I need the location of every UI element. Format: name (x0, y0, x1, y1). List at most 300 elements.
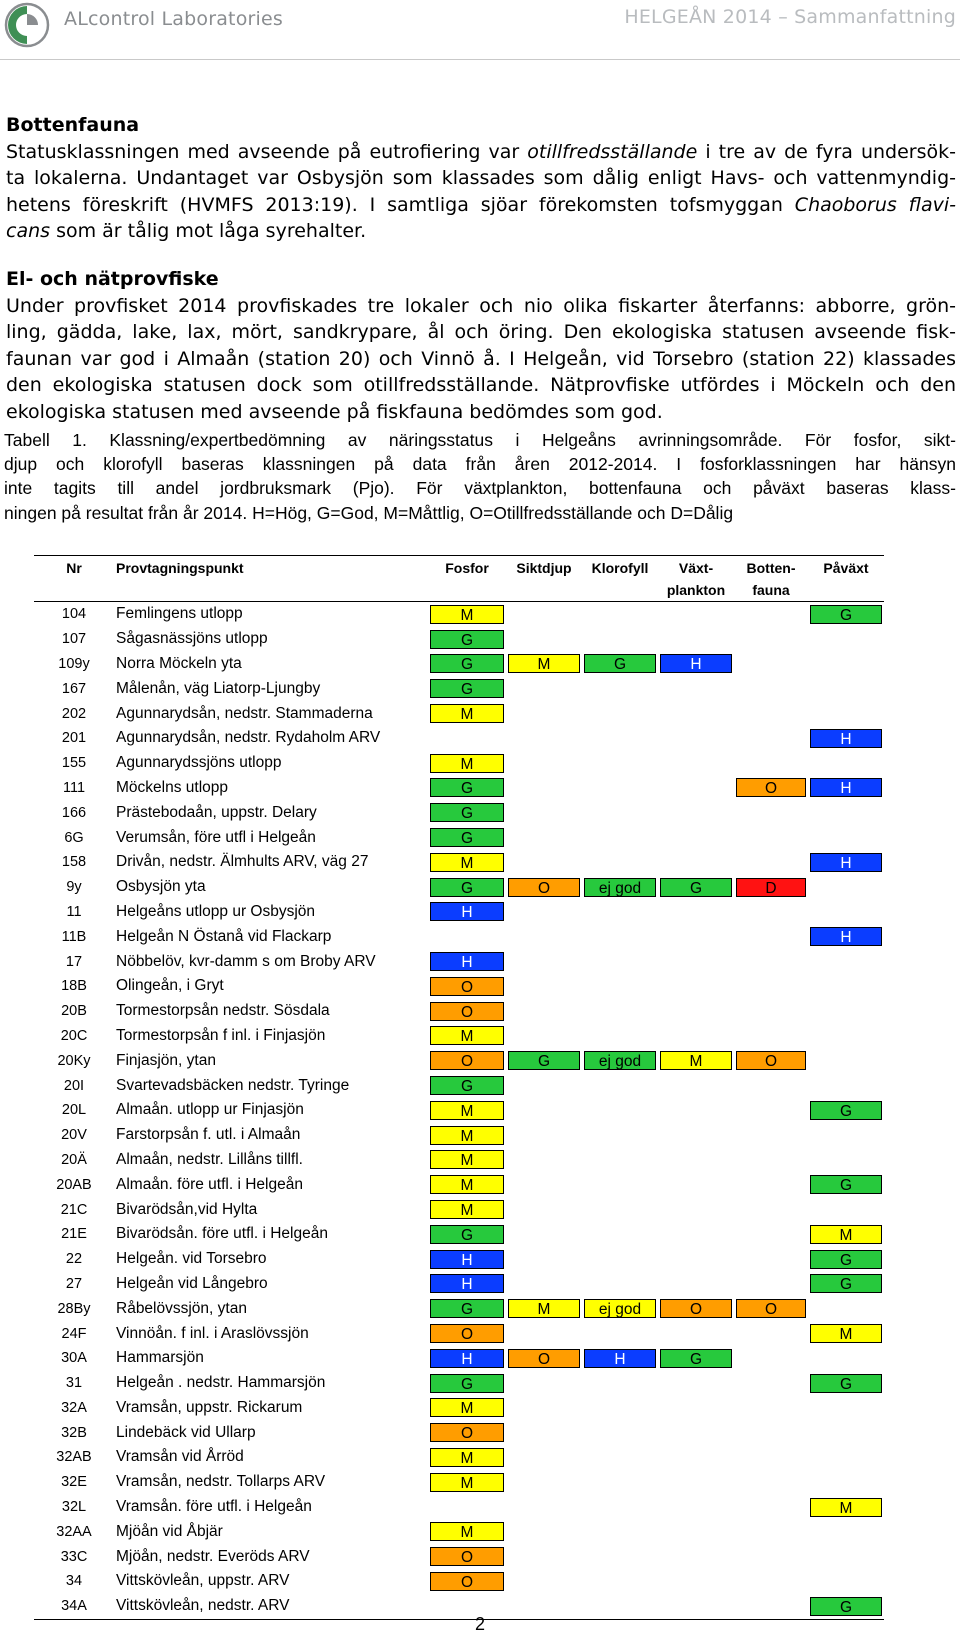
pavaxt-cell (808, 974, 884, 999)
siktdjup-cell (506, 924, 582, 949)
status-badge: M (430, 1026, 504, 1045)
section-elfiske (6, 266, 956, 425)
site-number: 11B (61, 928, 87, 945)
fosfor-cell (428, 652, 506, 677)
site-name: Drivån, nedstr. Älmhults ARV, väg 27 (116, 853, 369, 871)
caption-line: ningen på resultat från år 2014. H=Hög, G=God, M=Måttlig, O=Otillfredsställande och D=Dålig (4, 502, 734, 523)
siktdjup-cell (506, 1048, 582, 1073)
site-number: 27 (65, 1275, 83, 1292)
klorofyll-cell (582, 602, 658, 627)
site-name: Mjöån vid Åbjär (116, 1522, 223, 1540)
pavaxt-cell (808, 1247, 884, 1272)
klorofyll-cell (582, 999, 658, 1024)
paragraph-line: ekologiska statusen med avseende på fiskfauna bedömdes som god. (6, 400, 663, 423)
site-name: Helgeån N Östanå vid Flackarp (116, 927, 332, 945)
vaxtplankton-cell (658, 1048, 734, 1073)
bottenfauna-cell (734, 1172, 808, 1197)
status-badge: M (430, 1448, 504, 1467)
status-badge: ej god (584, 1051, 656, 1070)
vaxtplankton-cell (658, 1445, 734, 1470)
fosfor-cell (428, 1346, 506, 1371)
table-row (34, 1296, 884, 1321)
bottenfauna-cell (734, 1098, 808, 1123)
klorofyll-cell (582, 1172, 658, 1197)
vaxtplankton-cell (658, 776, 734, 801)
pavaxt-cell (808, 701, 884, 726)
vaxtplankton-cell (658, 1519, 734, 1544)
vaxtplankton-cell (658, 924, 734, 949)
klorofyll-cell (582, 1445, 658, 1470)
section-heading: Bottenfauna (6, 114, 140, 136)
vaxtplankton-cell (658, 1247, 734, 1272)
vaxtplankton-cell (658, 627, 734, 652)
bottenfauna-cell (734, 1544, 808, 1569)
klorofyll-cell (582, 850, 658, 875)
pavaxt-cell (808, 1123, 884, 1148)
fosfor-cell (428, 949, 506, 974)
table-row (34, 1197, 884, 1222)
pavaxt-cell (808, 627, 884, 652)
site-name: Norra Möckeln yta (116, 654, 242, 672)
section-heading: El- och nätprovfiske (6, 268, 219, 290)
fosfor-cell (428, 676, 506, 701)
col-header-klorofyll: Klorofyll (582, 556, 658, 580)
site-name: Agunnarydssjöns utlopp (116, 754, 282, 772)
col-header-fosfor: Fosfor (428, 556, 506, 580)
site-number: 20L (61, 1102, 87, 1119)
fosfor-cell (428, 800, 506, 825)
fosfor-cell (428, 1445, 506, 1470)
site-name: Vramsån. före utfl. i Helgeån (116, 1498, 312, 1516)
siktdjup-cell (506, 1148, 582, 1173)
pavaxt-cell (808, 875, 884, 900)
status-badge: H (810, 927, 882, 946)
bottenfauna-cell (734, 1569, 808, 1594)
site-name: Almaån. före utfl. i Helgeån (116, 1175, 303, 1193)
status-badge: O (430, 977, 504, 996)
table-row (34, 875, 884, 900)
fosfor-cell (428, 1073, 506, 1098)
siktdjup-cell (506, 726, 582, 751)
table-row (34, 1048, 884, 1073)
bottenfauna-cell (734, 974, 808, 999)
pavaxt-cell (808, 1420, 884, 1445)
fosfor-cell (428, 1197, 506, 1222)
site-name: Vramsån, nedstr. Tollarps ARV (116, 1473, 326, 1491)
status-badge: G (810, 1250, 882, 1269)
status-badge: G (430, 803, 504, 822)
site-number: 11 (66, 903, 82, 920)
vaxtplankton-cell (658, 1321, 734, 1346)
col-header-site: Provtagningspunkt (114, 556, 428, 580)
site-name: Bivarödsån,vid Hylta (116, 1200, 258, 1218)
vaxtplankton-cell (658, 676, 734, 701)
pavaxt-cell (808, 602, 884, 627)
klorofyll-cell (582, 726, 658, 751)
siktdjup-cell (506, 1420, 582, 1445)
siktdjup-cell (506, 1346, 582, 1371)
fosfor-cell (428, 627, 506, 652)
status-badge: O (430, 1547, 504, 1566)
klorofyll-cell (582, 1148, 658, 1173)
table-row (34, 602, 884, 627)
bottenfauna-cell (734, 652, 808, 677)
site-number: 24F (61, 1325, 87, 1342)
site-number: 32B (61, 1424, 87, 1441)
status-badge: M (508, 654, 580, 673)
fosfor-cell (428, 900, 506, 925)
siktdjup-cell (506, 1321, 582, 1346)
siktdjup-cell (506, 1445, 582, 1470)
table-row (34, 1321, 884, 1346)
site-number: 32L (61, 1499, 87, 1516)
siktdjup-cell (506, 1544, 582, 1569)
bottenfauna-cell (734, 1420, 808, 1445)
paragraph-line: ta lokalerna. Undantaget var Osbysjön som klassades som dålig enligt Havs- och vattenmyndig- (6, 167, 956, 189)
fosfor-cell (428, 1396, 506, 1421)
site-number: 34A (34, 1594, 114, 1619)
classification-table (34, 555, 884, 1620)
status-badge: O (430, 1572, 504, 1591)
status-badge: G (810, 1175, 882, 1194)
site-name: Nöbbelöv, kvr-damm s om Broby ARV (116, 952, 376, 970)
status-badge: H (584, 1349, 656, 1368)
siktdjup-cell (506, 825, 582, 850)
bottenfauna-cell (734, 602, 808, 627)
fosfor-cell (428, 726, 506, 751)
siktdjup-cell (506, 949, 582, 974)
status-badge: O (430, 1002, 504, 1021)
siktdjup-cell (506, 1172, 582, 1197)
pavaxt-cell (808, 1098, 884, 1123)
status-badge: G (430, 654, 504, 673)
status-badge: G (430, 1374, 504, 1393)
col-header-siktdjup: Siktdjup (506, 556, 582, 580)
vaxtplankton-cell (658, 652, 734, 677)
pavaxt-cell (808, 800, 884, 825)
status-badge: G (660, 1349, 732, 1368)
table-row (34, 1098, 884, 1123)
bottenfauna-cell (734, 1073, 808, 1098)
fosfor-cell (428, 1519, 506, 1544)
site-name: Agunnarydsån, nedstr. Rydaholm ARV (116, 729, 381, 747)
klorofyll-cell (582, 1123, 658, 1148)
paragraph-line: Statusklassningen med avseende på eutrofiering var otillfredsställande i tre av de fyra undersök- (6, 140, 956, 163)
col-header-vaxtplankton-cont: plankton (658, 579, 734, 602)
pavaxt-cell (808, 1321, 884, 1346)
bottenfauna-cell (734, 875, 808, 900)
site-number: 30A (61, 1350, 87, 1367)
klorofyll-cell (582, 1371, 658, 1396)
vaxtplankton-cell (658, 825, 734, 850)
document-title: HELGEÅN 2014 – Sammanfattning (624, 6, 956, 28)
table-row (34, 974, 884, 999)
site-name: Sågasnässjöns utlopp (116, 630, 268, 648)
siktdjup-cell (506, 850, 582, 875)
pavaxt-cell (808, 1024, 884, 1049)
pavaxt-cell (808, 676, 884, 701)
site-number: 20Ky (57, 1052, 91, 1069)
bottenfauna-cell (734, 1321, 808, 1346)
klorofyll-cell (582, 924, 658, 949)
table-row (34, 1123, 884, 1148)
pavaxt-cell (808, 726, 884, 751)
site-number: 20I (63, 1077, 85, 1094)
klorofyll-cell (582, 776, 658, 801)
status-badge: G (810, 1274, 882, 1293)
status-badge: M (660, 1051, 732, 1070)
table-row (34, 1470, 884, 1495)
site-name: Femlingens utlopp (116, 605, 243, 623)
klorofyll-cell (582, 1024, 658, 1049)
klorofyll-cell (582, 1272, 658, 1297)
site-name: Mjöån, nedstr. Everöds ARV (116, 1547, 310, 1565)
col-header-vaxtplankton: Växt- (658, 556, 734, 580)
vaxtplankton-cell (658, 1024, 734, 1049)
vaxtplankton-cell (658, 850, 734, 875)
site-name: Målenån, väg Liatorp-Ljungby (116, 679, 321, 697)
site-name: Vramsån, uppstr. Rickarum (116, 1398, 303, 1416)
siktdjup-cell (506, 776, 582, 801)
status-badge: G (430, 878, 504, 897)
status-badge: H (810, 853, 882, 872)
site-name: Osbysjön yta (116, 878, 206, 896)
siktdjup-cell (506, 627, 582, 652)
site-name: Vramsån vid Årröd (116, 1448, 244, 1466)
site-name: Lindebäck vid Ullarp (116, 1423, 256, 1441)
site-name: Svartevadsbäcken nedstr. Tyringe (116, 1076, 350, 1094)
pavaxt-cell (808, 999, 884, 1024)
site-name: Tormestorpsån nedstr. Sösdala (116, 1002, 330, 1020)
paragraph-line: cans som är tålig mot låga syrehalter. (6, 220, 367, 242)
fosfor-cell (428, 1024, 506, 1049)
site-number: 21C (60, 1201, 88, 1218)
table-row (34, 1148, 884, 1173)
table-row (34, 1495, 884, 1520)
site-number: 20C (60, 1027, 88, 1044)
fosfor-cell (428, 1123, 506, 1148)
status-badge: M (430, 754, 504, 773)
siktdjup-cell (506, 1123, 582, 1148)
status-badge: H (660, 654, 732, 673)
table-row (34, 1247, 884, 1272)
siktdjup-cell (506, 1470, 582, 1495)
site-name: Helgeåns utlopp ur Osbysjön (116, 902, 316, 920)
alcontrol-logo-icon (4, 2, 50, 48)
site-number: 20V (61, 1127, 87, 1144)
site-name: Tormestorpsån f inl. i Finjasjön (116, 1026, 326, 1044)
bottenfauna-cell (734, 1197, 808, 1222)
fosfor-cell (428, 1148, 506, 1173)
bottenfauna-cell (734, 900, 808, 925)
vaxtplankton-cell (658, 1123, 734, 1148)
siktdjup-cell (506, 1098, 582, 1123)
pavaxt-cell (808, 850, 884, 875)
status-badge: G (810, 1597, 882, 1616)
klorofyll-cell (582, 1197, 658, 1222)
table-row (34, 1371, 884, 1396)
status-badge: H (810, 778, 882, 797)
klorofyll-cell (582, 1420, 658, 1445)
table-row (34, 676, 884, 701)
site-name: Helgeån . nedstr. Hammarsjön (116, 1374, 326, 1392)
pavaxt-cell (808, 652, 884, 677)
col-header-pavaxt: Påväxt (808, 556, 884, 580)
siktdjup-cell (506, 875, 582, 900)
klorofyll-cell (582, 652, 658, 677)
siktdjup-cell (506, 751, 582, 776)
status-badge: G (810, 1374, 882, 1393)
table-row (34, 1519, 884, 1544)
vaxtplankton-cell (658, 999, 734, 1024)
site-number: 33C (60, 1548, 88, 1565)
bottenfauna-cell (734, 1396, 808, 1421)
bottenfauna-cell (734, 1222, 808, 1247)
table-row (34, 1544, 884, 1569)
klorofyll-cell (582, 701, 658, 726)
vaxtplankton-cell (658, 1495, 734, 1520)
col-header-bottenfauna-cont: fauna (734, 579, 808, 602)
status-badge: G (430, 679, 504, 698)
siktdjup-cell (506, 602, 582, 627)
klorofyll-cell (582, 875, 658, 900)
table-row (34, 1172, 884, 1197)
siktdjup-cell (506, 1247, 582, 1272)
bottenfauna-cell (734, 850, 808, 875)
vaxtplankton-cell (658, 1172, 734, 1197)
klorofyll-cell (582, 974, 658, 999)
vaxtplankton-cell (658, 1222, 734, 1247)
paragraph-line: faunan var god i Almaån (station 20) och Vinnö å. I Helgeån, vid Torsebro (station 22) klassades (6, 347, 956, 370)
status-badge: ej god (584, 1299, 656, 1318)
status-badge: O (430, 1423, 504, 1442)
table-row (34, 1272, 884, 1297)
site-number: 32A (61, 1399, 87, 1416)
paragraph-line: den ekologiska statusen dock som otillfredsställande. Nätprovfiske utfördes i Möckeln och den (6, 374, 956, 396)
vaxtplankton-cell (658, 1420, 734, 1445)
pavaxt-cell (808, 924, 884, 949)
pavaxt-cell (808, 776, 884, 801)
status-badge: M (430, 1200, 504, 1219)
status-badge: M (810, 1225, 882, 1244)
status-badge: G (430, 828, 504, 847)
klorofyll-cell (582, 1247, 658, 1272)
bottenfauna-cell (734, 1470, 808, 1495)
pavaxt-cell (808, 1222, 884, 1247)
pavaxt-cell (808, 1346, 884, 1371)
klorofyll-cell (582, 1495, 658, 1520)
status-badge: M (430, 1175, 504, 1194)
site-number: 17 (65, 953, 83, 970)
bottenfauna-cell (734, 751, 808, 776)
status-badge: M (430, 853, 504, 872)
bottenfauna-cell (734, 1371, 808, 1396)
vaxtplankton-cell (658, 875, 734, 900)
bottenfauna-cell (734, 1495, 808, 1520)
pavaxt-cell (808, 1296, 884, 1321)
fosfor-cell (428, 1172, 506, 1197)
site-number: 22 (65, 1251, 83, 1268)
fosfor-cell (428, 1544, 506, 1569)
fosfor-cell (428, 1371, 506, 1396)
fosfor-cell (428, 1272, 506, 1297)
table-row (34, 1445, 884, 1470)
klorofyll-cell (582, 1470, 658, 1495)
vaxtplankton-cell (658, 701, 734, 726)
klorofyll-cell (582, 825, 658, 850)
bottenfauna-cell (734, 1272, 808, 1297)
siktdjup-cell (506, 1073, 582, 1098)
pavaxt-cell (808, 751, 884, 776)
bottenfauna-cell (734, 1123, 808, 1148)
bottenfauna-cell (734, 800, 808, 825)
status-badge: M (430, 1473, 504, 1492)
table-row (34, 1346, 884, 1371)
siktdjup-cell (506, 1222, 582, 1247)
klorofyll-cell (582, 1098, 658, 1123)
status-badge: M (508, 1299, 580, 1318)
table-row (34, 825, 884, 850)
site-number: 20AB (56, 1176, 92, 1193)
table-row (34, 949, 884, 974)
vaxtplankton-cell (658, 1098, 734, 1123)
vaxtplankton-cell (658, 949, 734, 974)
siktdjup-cell (506, 1396, 582, 1421)
status-badge: O (430, 1051, 504, 1070)
vaxtplankton-cell (658, 1346, 734, 1371)
paragraph-line: Under provfisket 2014 provfiskades tre lokaler och nio olika fiskarter återfanns: abborre, grön- (6, 294, 956, 317)
site-number: 167 (61, 680, 87, 697)
vaxtplankton-cell (658, 602, 734, 627)
vaxtplankton-cell (658, 1569, 734, 1594)
bottenfauna-cell (734, 676, 808, 701)
site-number: 32E (61, 1474, 87, 1491)
pavaxt-cell (808, 1544, 884, 1569)
status-badge: M (810, 1498, 882, 1517)
status-badge: G (584, 654, 656, 673)
fosfor-cell (428, 1098, 506, 1123)
site-number: 158 (61, 854, 87, 871)
site-name: Finjasjön, ytan (116, 1051, 216, 1069)
site-name: Prästebodaån, uppstr. Delary (116, 803, 317, 821)
site-number: 32AA (56, 1523, 92, 1540)
pavaxt-cell (808, 1148, 884, 1173)
pavaxt-cell (808, 1048, 884, 1073)
site-number: 109y (58, 655, 90, 672)
klorofyll-cell (582, 949, 658, 974)
site-name: Almaån, nedstr. Lillåns tillfl. (116, 1150, 303, 1168)
table-row (34, 999, 884, 1024)
siktdjup-cell (506, 1569, 582, 1594)
status-badge: H (430, 902, 504, 921)
site-name: Verumsån, före utfl i Helgeån (116, 828, 316, 846)
pavaxt-cell (808, 1073, 884, 1098)
status-badge: G (660, 878, 732, 897)
status-badge: G (430, 1076, 504, 1095)
pavaxt-cell (808, 900, 884, 925)
fosfor-cell (428, 1247, 506, 1272)
table-row (34, 1024, 884, 1049)
siktdjup-cell (506, 701, 582, 726)
vaxtplankton-cell (658, 1272, 734, 1297)
table-row (34, 1073, 884, 1098)
fosfor-cell (428, 602, 506, 627)
klorofyll-cell (582, 751, 658, 776)
site-number: 166 (61, 804, 87, 821)
pavaxt-cell (808, 1172, 884, 1197)
table-row (34, 726, 884, 751)
klorofyll-cell (582, 1073, 658, 1098)
